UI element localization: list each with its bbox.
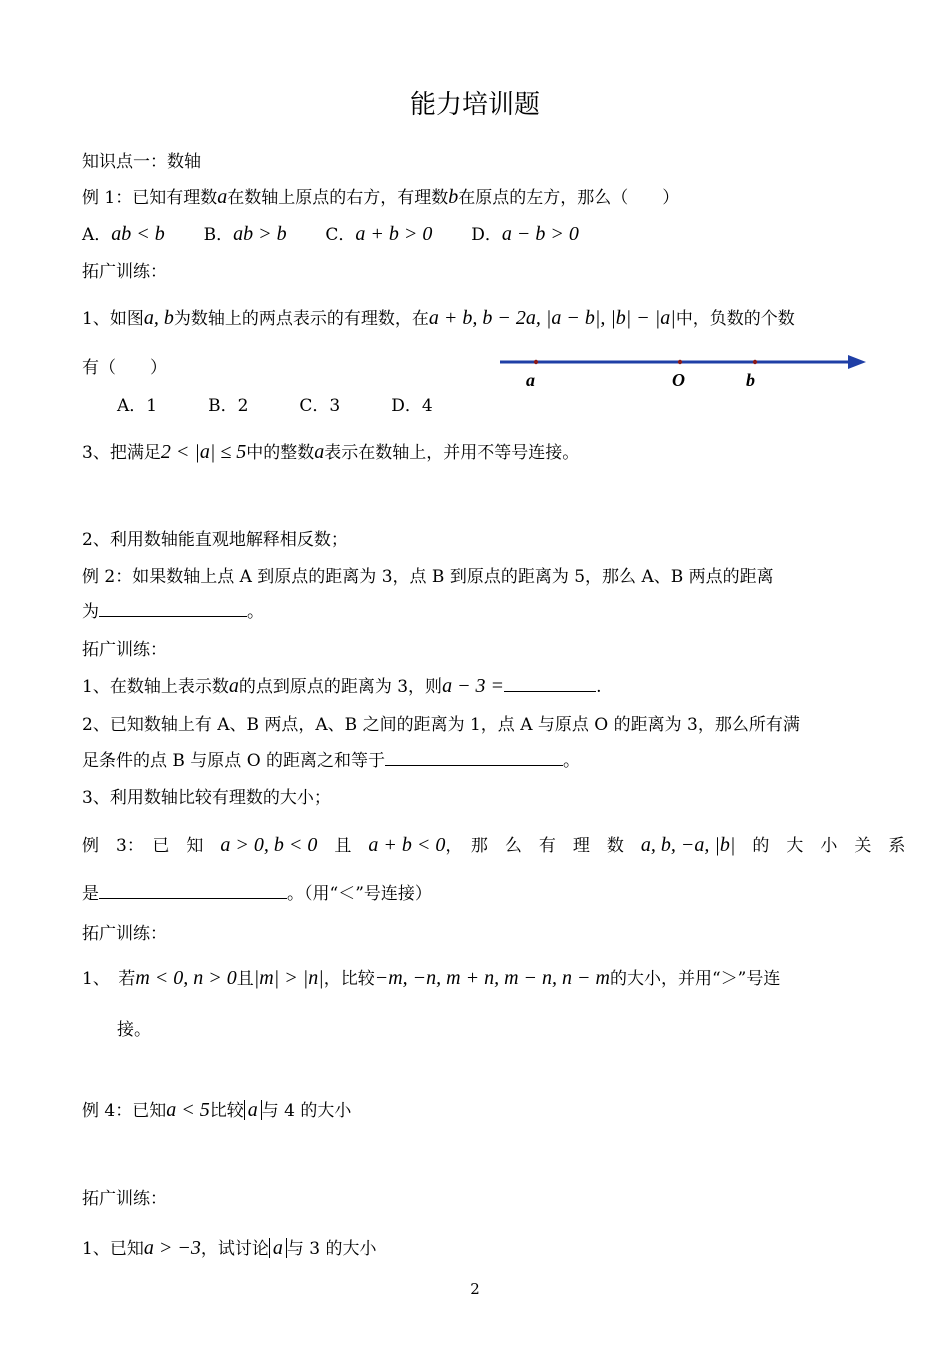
example-4: 例 4：已知a < 5比较 a 与 4 的大小 (82, 1099, 352, 1121)
question-1-line2: 有（ ） (82, 358, 167, 378)
question-3: 3、把满足2 < |a| ≤ 5中的整数a表示在数轴上，并用不等号连接。 (82, 441, 580, 463)
example-2-line2: 为 。 (82, 602, 264, 622)
option-b-expr: ab > b (233, 223, 287, 245)
example-3-line1: 例 3： 已 知 a > 0, b < 0 且 a + b < 0， 那 么 有 理 数 a, b, −a, |b| 的 大 小 关 系 (82, 834, 906, 856)
label-b: b (746, 370, 755, 390)
option-a-expr: ab < b (111, 223, 165, 245)
answer-blank[interactable] (504, 675, 596, 692)
point-o (678, 360, 682, 364)
label-a: a (526, 370, 535, 390)
answer-blank[interactable] (99, 600, 247, 617)
extension-3-question-1: 1、 若m < 0, n > 0且|m| > |n|，比较−m, −n, m + n, m − n, n − m的大小，并用“＞”号连 (82, 967, 781, 989)
extension-label-2: 拓广训练： (82, 640, 167, 660)
var-a: a (217, 186, 228, 208)
answer-blank[interactable] (385, 749, 563, 766)
page-title: 能力培训题 (409, 90, 540, 120)
example-1-options: A．ab < b B．ab > b C．a + b > 0 D．a − b > 0 (82, 223, 579, 245)
extension-2-question-2-line2: 足条件的点 B 与原点 O 的距离之和等于 。 (82, 751, 581, 771)
question-1-options: A．1 B．2 C．3 D．4 (117, 396, 433, 416)
question-1: 1、如图a, b为数轴上的两点表示的有理数，在a + b, b − 2a, |a − b|, |b| − |a|中，负数的个数 (82, 307, 795, 329)
point-b (753, 360, 757, 364)
option-d-expr: a − b > 0 (501, 223, 579, 245)
extension-3-question-1-line2: 接。 (117, 1020, 151, 1040)
point-a (534, 360, 538, 364)
number-line (500, 348, 870, 398)
extension-4-question-1: 1、已知a > −3，试讨论 a 与 3 的大小 (82, 1237, 377, 1259)
extension-label-4: 拓广训练： (82, 1189, 167, 1209)
q1-expressions: a + b, b − 2a, |a − b|, |b| − |a| (428, 307, 676, 329)
page-number: 2 (470, 1280, 480, 1298)
example-1-question: 例 1：已知有理数a在数轴上原点的右方，有理数b在原点的左方，那么（ ） (82, 186, 680, 208)
abs-a: a (269, 1238, 287, 1258)
label-o: O (672, 370, 685, 390)
extension-label: 拓广训练： (82, 262, 167, 282)
extension-2-question-2-line1: 2、已知数轴上有 A、B 两点，A、B 之间的距离为 1，点 A 与原点 O 的距离为 3，那么所有满 (82, 715, 800, 735)
section-1-heading: 知识点一：数轴 (82, 152, 201, 172)
extension-label-3: 拓广训练： (82, 924, 167, 944)
example-2-line1: 例 2：如果数轴上点 A 到原点的距离为 3，点 B 到原点的距离为 5，那么 A、B 两点的距离 (82, 567, 774, 587)
var-b: b (448, 186, 459, 208)
number-line-arrow (848, 355, 866, 369)
section-2-heading: 2、利用数轴能直观地解释相反数； (82, 530, 348, 550)
abs-a: a (244, 1100, 262, 1120)
option-c-expr: a + b > 0 (355, 223, 433, 245)
answer-blank[interactable] (99, 882, 287, 899)
extension-2-question-1: 1、在数轴上表示数a的点到原点的距离为 3，则a − 3 = . (82, 675, 602, 697)
example-3-line2: 是 。（用“＜”号连接） (82, 884, 432, 904)
section-3-heading: 3、利用数轴比较有理数的大小； (82, 788, 331, 808)
